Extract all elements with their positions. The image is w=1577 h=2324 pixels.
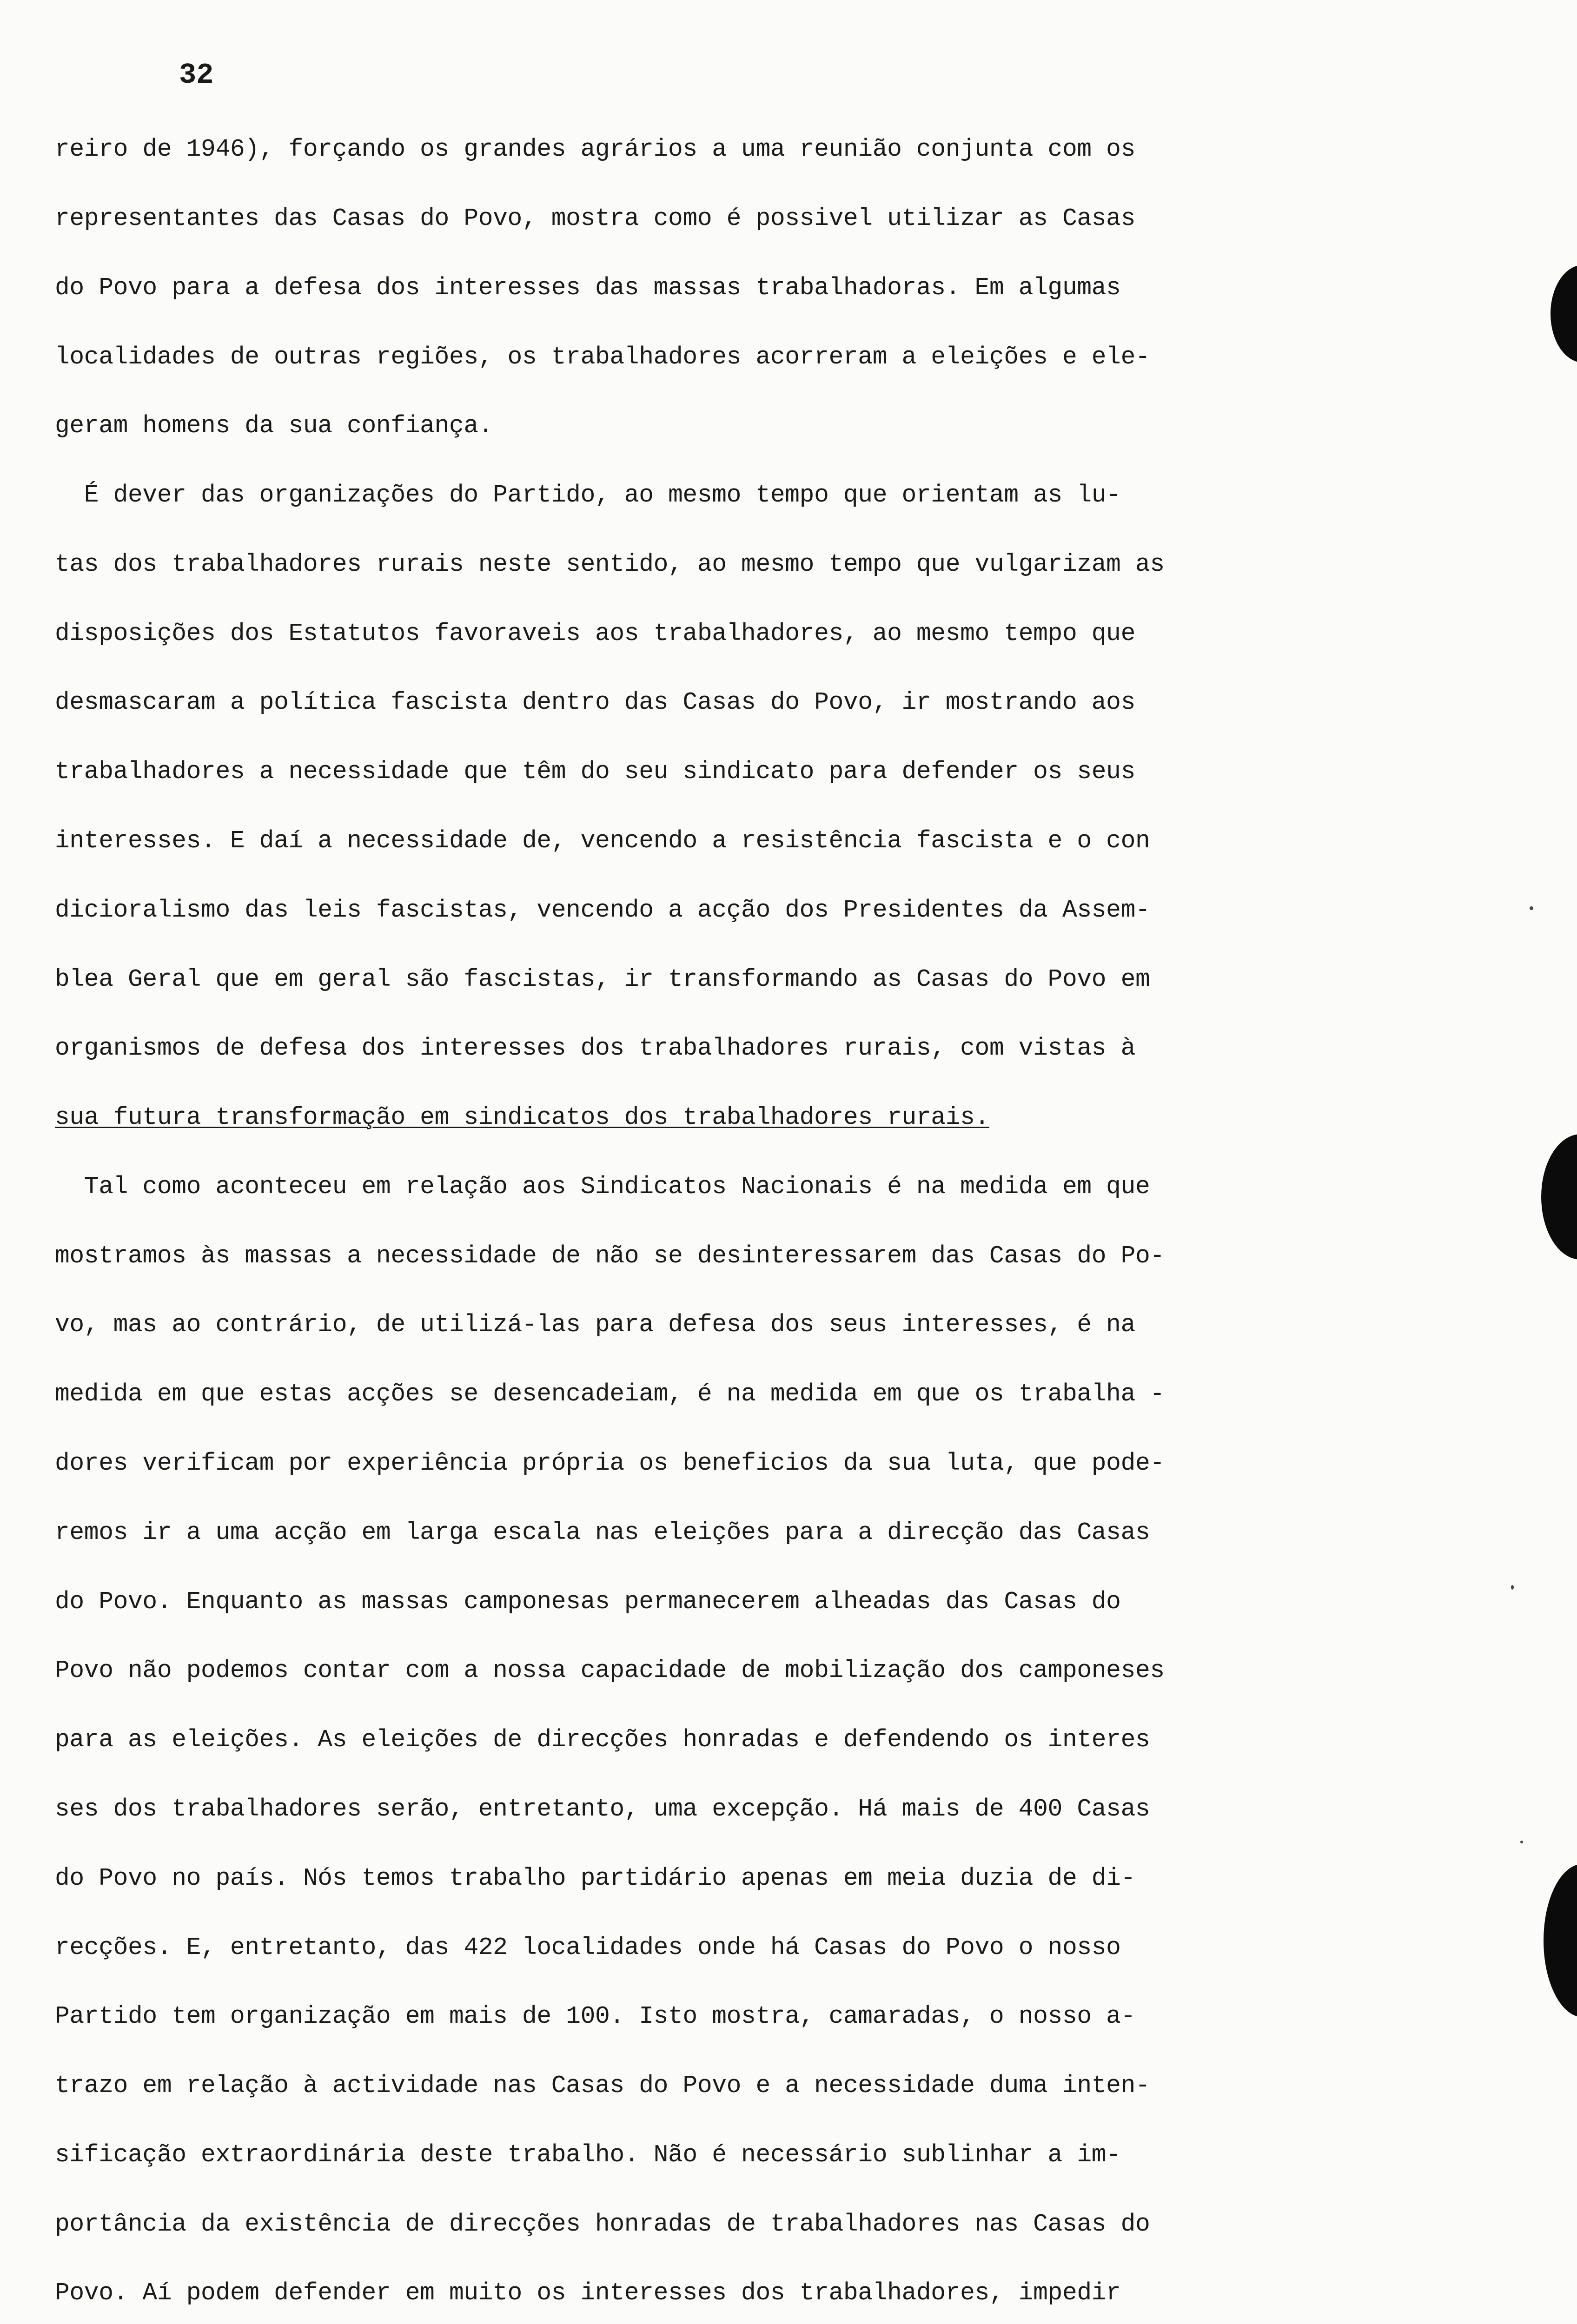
text-line: do Povo no país. Nós temos trabalho partidário apenas em meia duzia de di- <box>55 1864 1135 1892</box>
text-line: Povo. Aí podem defender em muito os interesses dos trabalhadores, impedir <box>55 2279 1121 2307</box>
punch-hole <box>1544 1864 1577 2017</box>
text-line: Partido tem organização em mais de 100. Isto mostra, camaradas, o nosso a- <box>55 2002 1135 2031</box>
text-line: dores verificam por experiência própria os beneficios da sua luta, que pode- <box>55 1449 1165 1478</box>
text-line: interesses. E daí a necessidade de, vencendo a resistência fascista e o con <box>55 827 1150 855</box>
text-line: vo, mas ao contrário, de utilizá-las para defesa dos seus interesses, é na <box>55 1311 1135 1339</box>
punch-hole <box>1550 265 1577 363</box>
text-line: trazo em relação à actividade nas Casas do Povo e a necessidade duma inten- <box>55 2072 1150 2100</box>
punch-hole <box>1541 1134 1577 1260</box>
typewritten-text <box>55 55 1459 2324</box>
text-line: geram homens da sua confiança. <box>55 412 493 440</box>
text-line: sificação extraordinária deste trabalho. Não é necessário sublinhar a im- <box>55 2140 1121 2169</box>
text-line: É dever das organizações do Partido, ao mesmo tempo que orientam as lu- <box>55 481 1121 509</box>
text-line: recções. E, entretanto, das 422 localidades onde há Casas do Povo o nosso <box>55 1933 1121 1961</box>
text-line: para as eleições. As eleições de direcções honradas e defendendo os interes <box>55 1726 1150 1754</box>
text-line: portância da existência de direcções honradas de trabalhadores nas Casas do <box>55 2210 1150 2238</box>
text-line: do Povo para a defesa dos interesses das massas trabalhadoras. Em algumas <box>55 273 1121 302</box>
text-line: Povo não podemos contar com a nossa capacidade de mobilização dos camponeses <box>55 1657 1165 1685</box>
text-line: dicioralismo das leis fascistas, vencendo a acção dos Presidentes da Assem- <box>55 896 1150 924</box>
text-line: mostramos às massas a necessidade de não se desinteressarem das Casas do Po- <box>55 1241 1165 1270</box>
text-line: medida em que estas acções se desencadeiam, é na medida em que os trabalha - <box>55 1380 1165 1408</box>
scan-speck <box>1520 1841 1523 1843</box>
text-line: representantes das Casas do Povo, mostra como é possivel utilizar as Casas <box>55 204 1135 232</box>
text-line-underlined: sua futura transformação em sindicatos dos trabalhadores rurais. <box>55 1103 989 1132</box>
page-number: 32 <box>179 59 214 92</box>
text-line: localidades de outras regiões, os trabalhadores acorreram a eleições e ele- <box>55 343 1150 371</box>
text-line: remos ir a uma acção em larga escala nas eleições para a direcção das Casas <box>55 1518 1150 1546</box>
text-line: tas dos trabalhadores rurais neste sentido, ao mesmo tempo que vulgarizam as <box>55 550 1165 578</box>
text-line: ses dos trabalhadores serão, entretanto, uma excepção. Há mais de 400 Casas <box>55 1795 1150 1823</box>
text-line: Tal como aconteceu em relação aos Sindicatos Nacionais é na medida em que <box>55 1172 1150 1201</box>
text-line: disposições dos Estatutos favoraveis aos trabalhadores, ao mesmo tempo que <box>55 619 1135 647</box>
text-line: desmascaram a política fascista dentro das Casas do Povo, ir mostrando aos <box>55 688 1135 717</box>
text-line: do Povo. Enquanto as massas camponesas permanecerem alheadas das Casas do <box>55 1587 1121 1616</box>
text-line: organismos de defesa dos interesses dos trabalhadores rurais, com vistas à <box>55 1034 1135 1063</box>
scan-speck <box>1511 1585 1514 1590</box>
text-line: reiro de 1946), forçando os grandes agrários a uma reunião conjunta com os <box>55 135 1135 164</box>
text-line: blea Geral que em geral são fascistas, ir transformando as Casas do Povo em <box>55 965 1150 993</box>
scan-speck <box>1530 906 1533 910</box>
text-line: trabalhadores a necessidade que têm do seu sindicato para defender os seus <box>55 758 1135 786</box>
